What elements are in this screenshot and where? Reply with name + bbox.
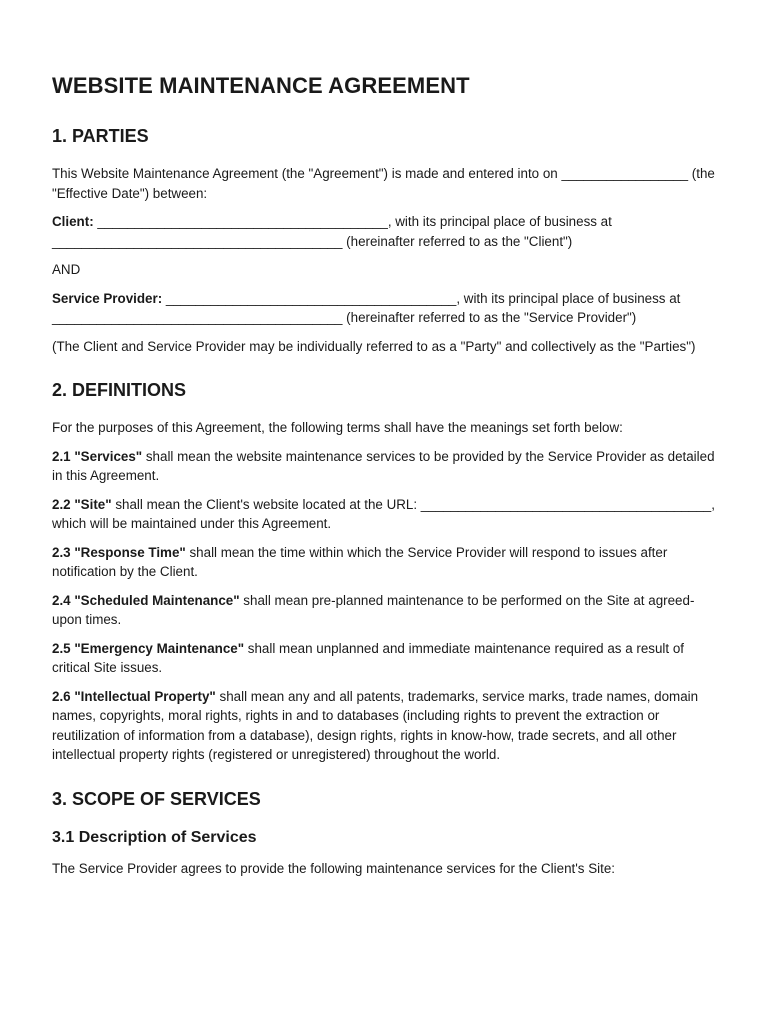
definition-text: shall mean the website maintenance services to be provided by the Service Provider as detailed in this Agreement. bbox=[52, 448, 715, 483]
section-heading-definitions: 2. DEFINITIONS bbox=[52, 380, 187, 400]
parties-collective-note: (The Client and Service Provider may be individually referred to as a "Party" and collectively as the "Parties") bbox=[52, 338, 696, 354]
definition-item bbox=[52, 495, 724, 534]
scope-intro: The Service Provider agrees to provide the following maintenance services for the Client's Site: bbox=[52, 860, 616, 876]
definition-item bbox=[52, 447, 724, 486]
parties-intro: This Website Maintenance Agreement (the "Agreement") is made and entered into on _________________ (the "Effective Date") between: bbox=[52, 166, 715, 201]
client-paragraph bbox=[52, 212, 724, 251]
definition-item bbox=[52, 639, 724, 678]
client-text: _______________________________________, with its principal place of business at _______________________________________ (hereinafter referred to as the "Client") bbox=[52, 214, 612, 249]
definition-term: 2.1 "Services" bbox=[52, 448, 143, 464]
section-heading-parties: 1. PARTIES bbox=[52, 126, 149, 146]
definition-text: shall mean the time within which the Service Provider will respond to issues after notification by the Client. bbox=[52, 544, 668, 579]
definition-term: 2.2 "Site" bbox=[52, 496, 112, 512]
document-page bbox=[52, 72, 724, 887]
section-heading-scope: 3. SCOPE OF SERVICES bbox=[52, 788, 261, 809]
definition-text: shall mean any and all patents, trademarks, service marks, trade names, domain names, copyrights, moral rights, rights in and to databases (including rights to prevent the extraction or reutilization of information from a database), design rights, rights in know-how, trade secrets, and all other intellectual property rights (registered or unregistered) throughout the world. bbox=[52, 688, 699, 762]
definition-text: shall mean pre-planned maintenance to be performed on the Site at agreed-upon times. bbox=[52, 592, 695, 627]
definition-item bbox=[52, 591, 724, 630]
and-separator: AND bbox=[52, 262, 81, 277]
definition-text: shall mean the Client's website located at the URL: _______________________________________, which will be maintained under this Agreement. bbox=[52, 496, 715, 531]
provider-label: Service Provider: bbox=[52, 290, 163, 306]
definition-item bbox=[52, 543, 724, 582]
definition-text: shall mean unplanned and immediate maintenance required as a result of critical Site issues. bbox=[52, 640, 684, 675]
definition-term: 2.4 "Scheduled Maintenance" bbox=[52, 592, 240, 608]
definition-item bbox=[52, 687, 724, 765]
definitions-intro: For the purposes of this Agreement, the following terms shall have the meanings set forth below: bbox=[52, 420, 623, 435]
provider-text: _______________________________________, with its principal place of business at _______________________________________ (hereinafter referred to as the "Service Provider") bbox=[52, 290, 681, 325]
definition-term: 2.5 "Emergency Maintenance" bbox=[52, 640, 245, 656]
subsection-heading-description: 3.1 Description of Services bbox=[52, 828, 257, 846]
document-title: WEBSITE MAINTENANCE AGREEMENT bbox=[52, 73, 470, 98]
provider-paragraph bbox=[52, 289, 724, 328]
client-label: Client: bbox=[52, 214, 94, 229]
definition-term: 2.6 "Intellectual Property" bbox=[52, 688, 216, 704]
definition-term: 2.3 "Response Time" bbox=[52, 544, 186, 560]
